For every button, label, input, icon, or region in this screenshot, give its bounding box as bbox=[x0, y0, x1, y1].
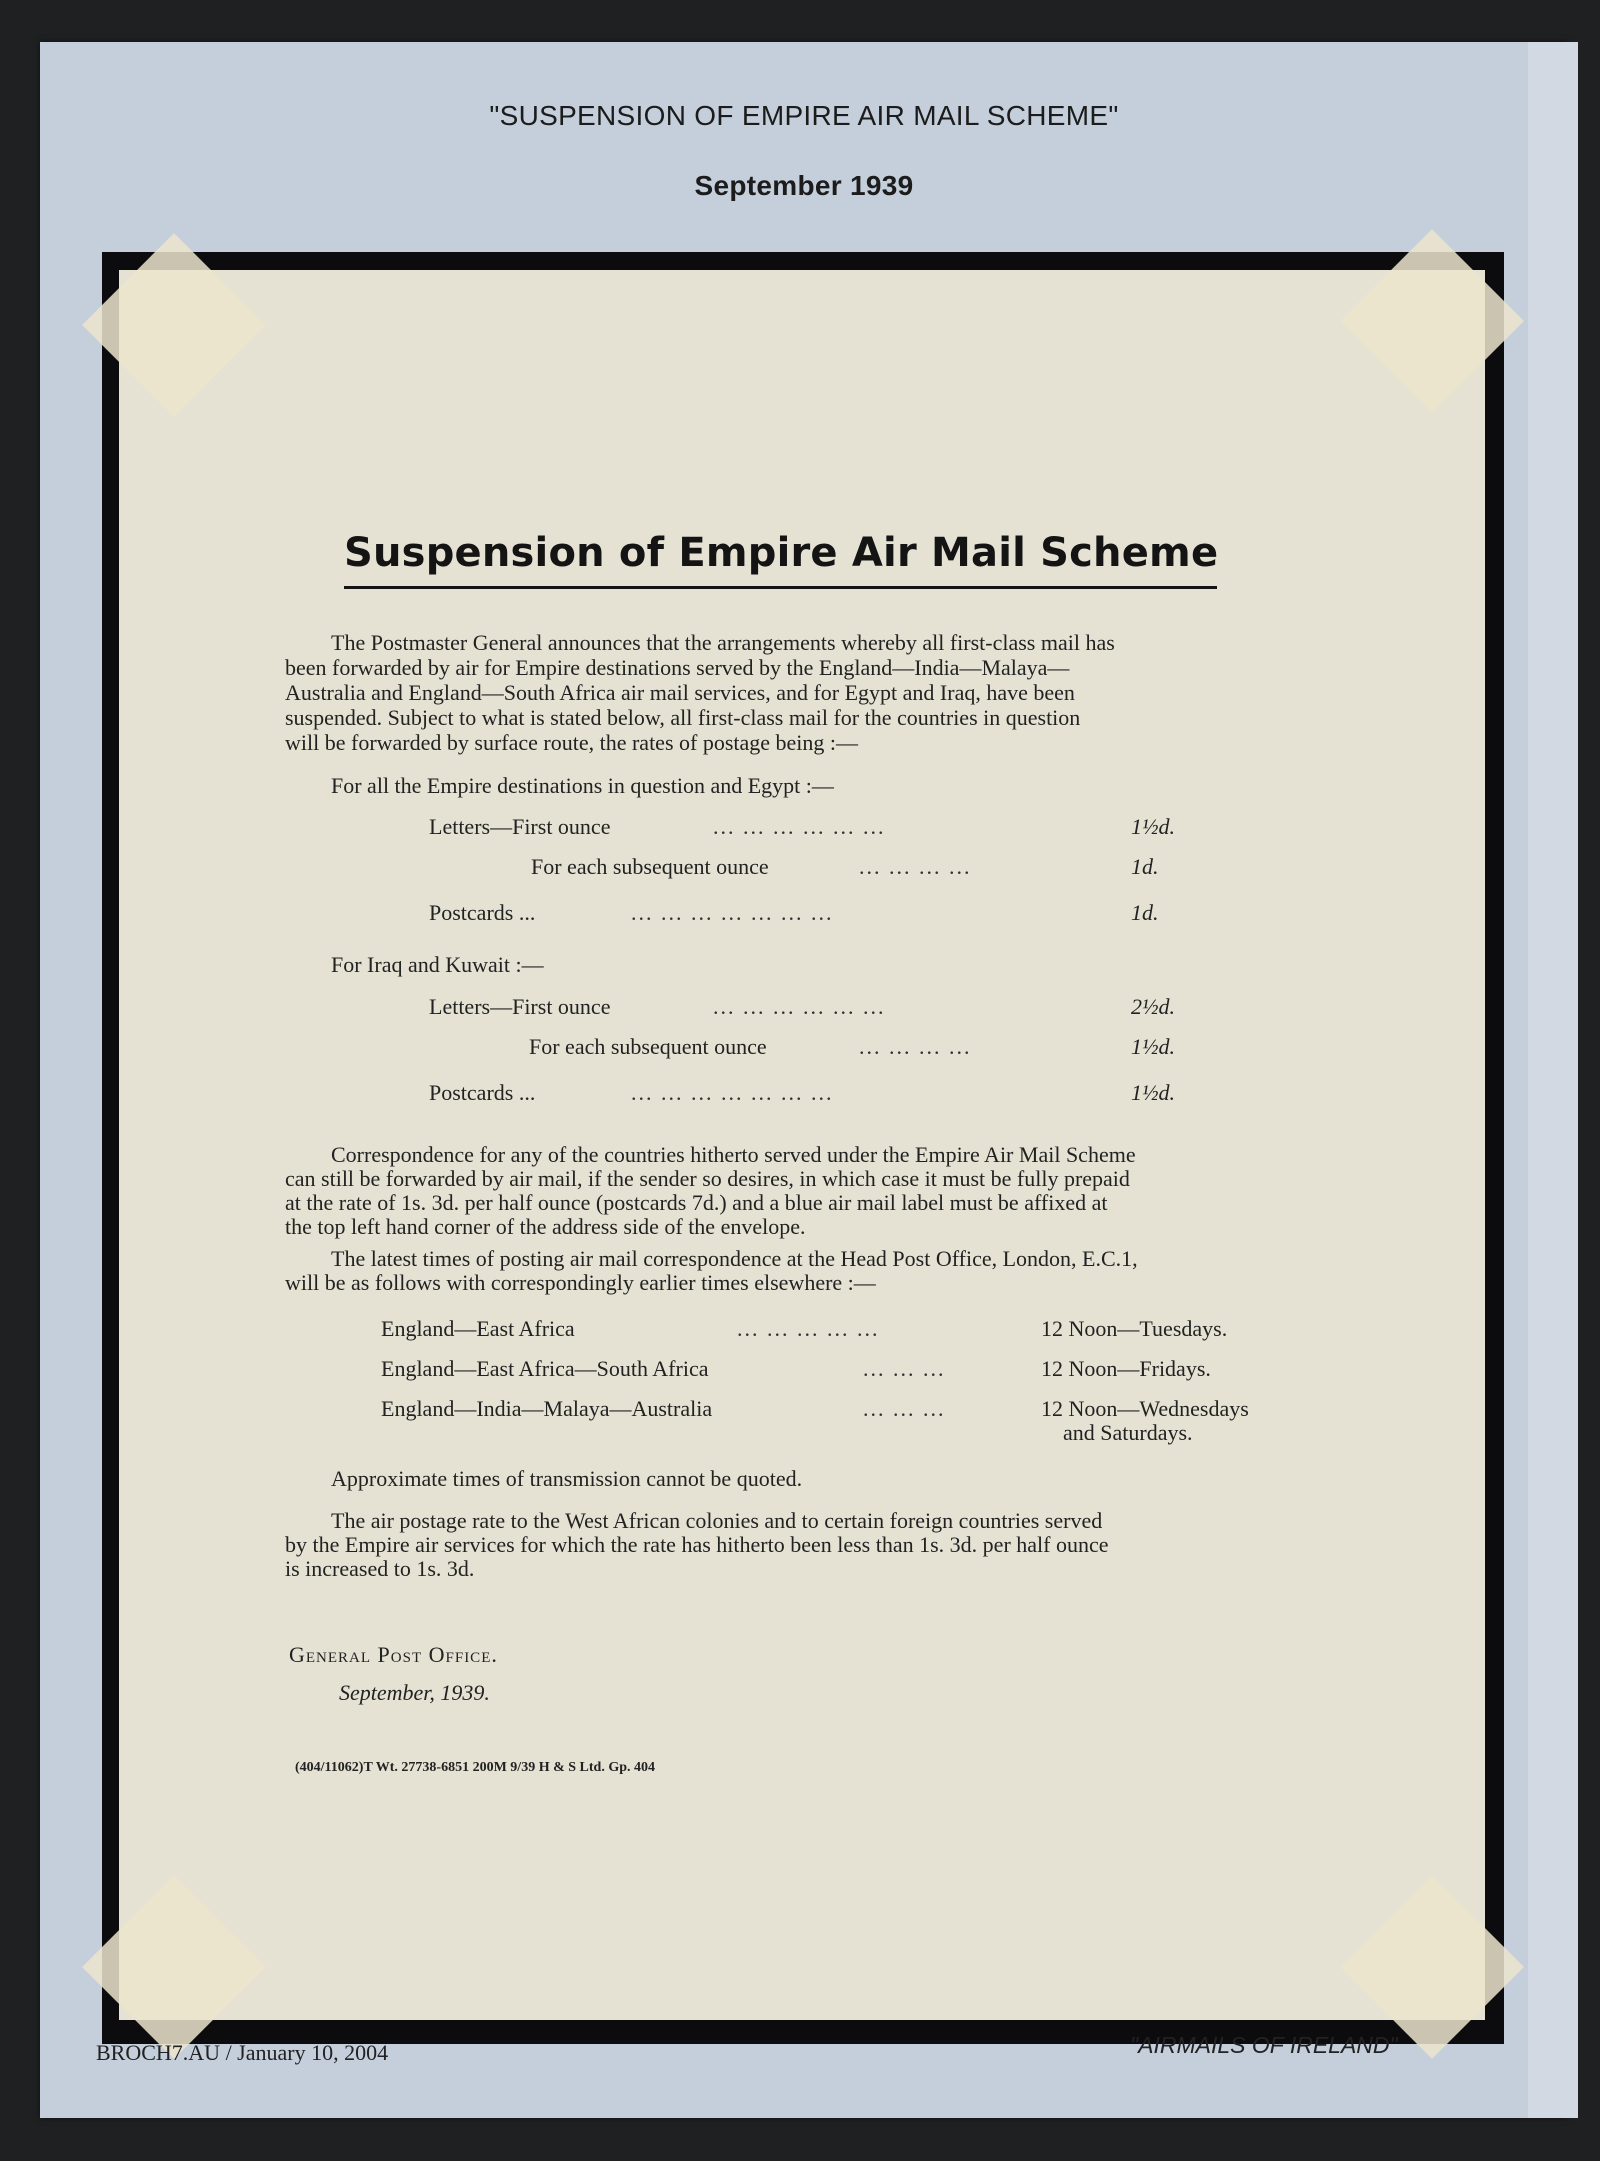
correspondence-line: can still be forwarded by air mail, if the sender so desires, in which case it must be fully prepaid bbox=[285, 1166, 1130, 1191]
corner-hinge-top-right bbox=[1340, 229, 1524, 413]
leader-dots: ... ... ... ... bbox=[859, 854, 972, 879]
rate-label: Letters—First ounce bbox=[429, 994, 611, 1019]
corner-hinge-bottom-left bbox=[82, 1875, 266, 2059]
leader-dots: ... ... ... ... ... bbox=[737, 1316, 880, 1341]
group1-heading: For all the Empire destinations in question and Egypt :— bbox=[331, 773, 834, 798]
rate-value: 1d. bbox=[1131, 900, 1159, 925]
rate-value: 2½d. bbox=[1131, 994, 1175, 1019]
west-africa-line: The air postage rate to the West African colonies and to certain foreign countries served bbox=[331, 1508, 1103, 1533]
correspondence-line: at the rate of 1s. 3d. per half ounce (postcards 7d.) and a blue air mail label must be affixed at bbox=[285, 1190, 1108, 1215]
leader-dots: ... ... ... ... ... ... bbox=[713, 994, 886, 1019]
correspondence-line: the top left hand corner of the address side of the envelope. bbox=[285, 1214, 806, 1239]
route-name: England—India—Malaya—Australia bbox=[381, 1396, 713, 1421]
rate-label: Letters—First ounce bbox=[429, 814, 611, 839]
route-name: England—East Africa bbox=[381, 1316, 575, 1341]
rate-value: 1½d. bbox=[1131, 814, 1175, 839]
latest-times-line: will be as follows with correspondingly earlier times elsewhere :— bbox=[285, 1270, 876, 1295]
route-time: 12 Noon—Fridays. bbox=[1041, 1356, 1211, 1381]
correspondence-line: Correspondence for any of the countries hitherto served under the Empire Air Mail Scheme bbox=[331, 1142, 1136, 1167]
print-code: (404/11062)T Wt. 27738-6851 200M 9/39 H & S Ltd. Gp. 404 bbox=[295, 1760, 656, 1775]
west-africa-line: is increased to 1s. 3d. bbox=[285, 1556, 475, 1581]
title-underline bbox=[344, 586, 1217, 589]
notice-sheet bbox=[119, 270, 1485, 2020]
leader-dots: ... ... ... bbox=[863, 1396, 946, 1421]
intro-line: suspended. Subject to what is stated below, all first-class mail for the countries in question bbox=[285, 705, 1081, 730]
black-mount bbox=[102, 252, 1504, 2044]
notice-title: Suspension of Empire Air Mail Scheme bbox=[344, 530, 1219, 576]
rate-value: 1d. bbox=[1131, 854, 1159, 879]
route-time: 12 Noon—Wednesdays bbox=[1041, 1396, 1249, 1421]
route-name: England—East Africa—South Africa bbox=[381, 1356, 709, 1381]
west-africa-line: by the Empire air services for which the rate has hitherto been less than 1s. 3d. per half ounce bbox=[285, 1532, 1109, 1557]
leader-dots: ... ... ... ... ... ... bbox=[713, 814, 886, 839]
adjacent-leaf-edge bbox=[1528, 42, 1578, 2118]
rate-label: Postcards ... bbox=[429, 900, 536, 925]
latest-times-line: The latest times of posting air mail correspondence at the Head Post Office, London, E.C.1, bbox=[331, 1246, 1138, 1271]
leader-dots: ... ... ... ... bbox=[859, 1034, 972, 1059]
leader-dots: ... ... ... ... ... ... ... bbox=[631, 900, 834, 925]
rate-value: 1½d. bbox=[1131, 1034, 1175, 1059]
album-subheading: September 1939 bbox=[694, 170, 914, 201]
intro-line: The Postmaster General announces that the arrangements whereby all first-class mail has bbox=[331, 630, 1115, 655]
album-page bbox=[40, 42, 1568, 2118]
leader-dots: ... ... ... ... ... ... ... bbox=[631, 1080, 834, 1105]
group2-heading: For Iraq and Kuwait :— bbox=[331, 952, 544, 977]
intro-line: been forwarded by air for Empire destinations served by the England—India—Malaya— bbox=[285, 655, 1070, 680]
rate-label: For each subsequent ounce bbox=[531, 854, 769, 879]
route-time-continued: and Saturdays. bbox=[1063, 1420, 1193, 1445]
album-heading: "SUSPENSION OF EMPIRE AIR MAIL SCHEME" bbox=[489, 100, 1119, 131]
rate-label: For each subsequent ounce bbox=[529, 1034, 767, 1059]
intro-line: will be forwarded by surface route, the rates of postage being :— bbox=[285, 730, 859, 755]
footer-reference: BROCH7.AU / January 10, 2004 bbox=[96, 2040, 389, 2065]
corner-hinge-top-left bbox=[82, 233, 266, 417]
signature-office: General Post Office. bbox=[289, 1642, 498, 1667]
leader-dots: ... ... ... bbox=[863, 1356, 946, 1381]
rate-label: Postcards ... bbox=[429, 1080, 536, 1105]
intro-line: Australia and England—South Africa air mail services, and for Egypt and Iraq, have been bbox=[285, 680, 1075, 705]
rate-value: 1½d. bbox=[1131, 1080, 1175, 1105]
signature-date: September, 1939. bbox=[339, 1680, 490, 1705]
route-time: 12 Noon—Tuesdays. bbox=[1041, 1316, 1228, 1341]
footer-collection-title: "AIRMAILS OF IRELAND" bbox=[1130, 2032, 1398, 2058]
approx-times-line: Approximate times of transmission cannot be quoted. bbox=[331, 1466, 803, 1491]
